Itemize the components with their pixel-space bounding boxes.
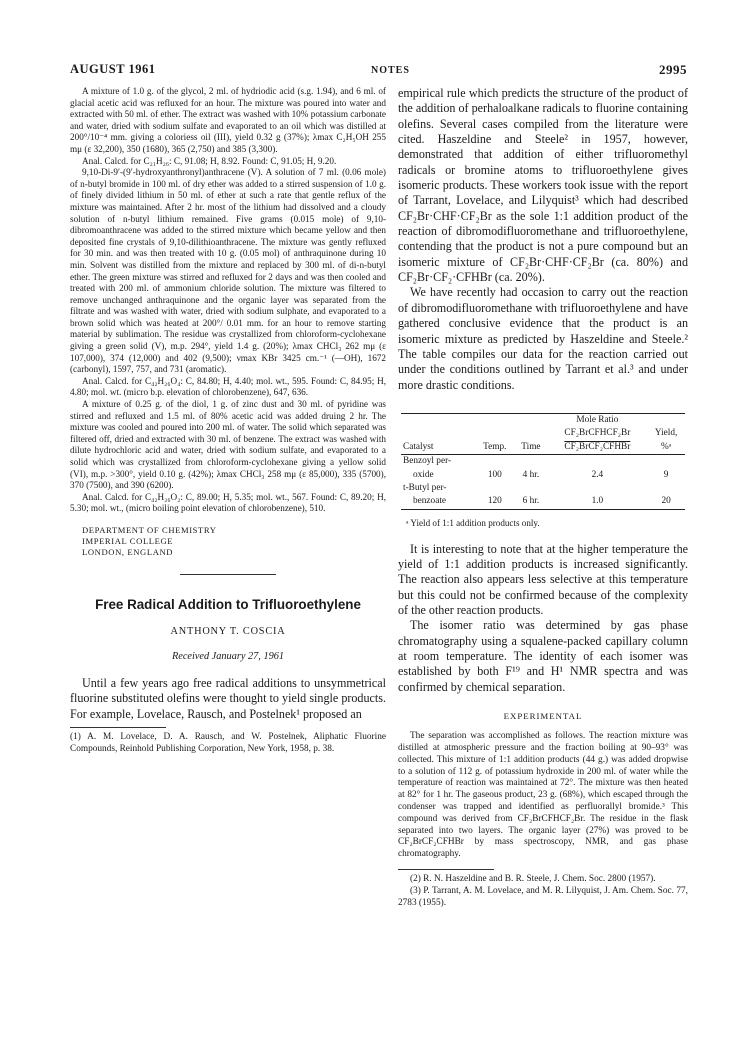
table-cell-ratio: 1.0 [591, 496, 604, 507]
affiliation-line: IMPERIAL COLLEGE [82, 535, 174, 546]
analysis-v: Anal. Calcd. for C₄₂H₂₆O₄: C, 84.80; H, 4.40; mol. wt., 595. Found: C, 84.95; H, 4.80; mol. wt. (micro b.p. elevation of chlorobenzene), 647, 636. [70, 375, 386, 398]
intro-paragraph: Until a few years ago free radical additions to unsymmetrical fluorine substituted olefins were thought to yield single products. For example, Lovelace, Rausch, and Postelnek¹ proposed an [70, 675, 386, 721]
footnote-1: (1) A. M. Lovelace, D. A. Rausch, and W. Postelnek, Aliphatic Fluorine Compounds, Reinhold Publishing Corporation, New York, 1958, p. 38. [70, 732, 386, 754]
affiliation [82, 525, 386, 558]
results-table [401, 413, 685, 510]
table-ratio-numerator: CF₂BrCFHCF₂Br [564, 428, 631, 439]
table-cell-catalyst: benzoate [413, 496, 447, 507]
table-header-catalyst: Catalyst [403, 441, 434, 452]
paragraph-compound-vi: A mixture of 0.25 g. of the diol, 1 g. of zinc dust and 30 ml. of pyridine was stirred and refluxed and 1.5 ml. of 80% acetic acid was added druing 2 hr. The mixture was cooled and poured into 200 ml. of water. The solid which separated was filtered off, dried and extracted with 30 ml. of benzene. The extract was washed with dilute hydrochloric acid and water, dried with sodium sulfate, and evaporated to a solid which was crystallized from chloroform-cyclohexane giving a yellow solid (VI), m.p. >300°, yield 0.10 g. (42%); λmax CHCl₃ 258 mμ (ε 85,000), 335 (5700), 370 (7500), and 390 (6200). [70, 399, 386, 491]
experimental-paragraph: The separation was accomplished as follows. The reaction mixture was distilled at atmospheric pressure and the fraction boiling at 90–93° was collected. This mixture of 1:1 addition products (44 g.) was added dropwise to a solution of 112 g. of potassium hydroxide in 200 ml. of water while the temperature of reaction was maintained at 72°. The mixture was then heated at 82° for 1 hr. The gaseous product, 23 g. (68%), which escaped through the condenser was trapped and identified as perfluorallyl bromide.³ This compound was derived from CF₂BrCFHCF₂Br. The residue in the flask separated into two layers. The organic layer (27%) was proved to be CF₂BrCF₂CFHBr by mass spectroscopy, NMR, and gas phase chromatography. [398, 731, 688, 860]
received-date: Received January 27, 1961 [171, 650, 285, 662]
table-ratio-denominator: CF₂BrCF₂CFHBr [564, 441, 631, 452]
analysis-iii: Anal. Calcd. for C₂₁H₂₆: C, 91.08; H, 8.92. Found: C, 91.05; H, 9.20. [82, 155, 337, 166]
table-yield-unit: %ᵃ [660, 441, 672, 452]
table-header-temp: Temp. [483, 441, 507, 452]
paragraph-empirical-rule: empirical rule which predicts the structure of the product of the addition of perhaloalkane radicals to fluorine containing olefins. Several cases compiled from the literature were cited. Haszeldine and Steele² in 1957, however, demonstrated that addition of either trifluoromethyl radicals or bromine atoms to trifluoroethylene gives isomeric products. These workers took issue with the report of Tarrant, Lovelace, and Lilyquist³ which had described CF₂Br·CHF·CF₂Br as the sole 1:1 addition product of the reaction of dibromodifluoromethane and trifluoroethylene, contending that the product is not a pure compound but an isomeric mixture of CF₂Br·CHF·CF₂Br (ca. 80%) and CF₂Br·CF₂·CFHBr (ca. 20%). [398, 86, 688, 285]
footnote-rule [70, 727, 166, 728]
paragraph-isomer-ratio: The isomer ratio was determined by gas phase chromatography using a squalene-packed capillary column at room temperature. The identity of each isomer was established by both F¹⁹ and H¹ NMR spectra and was confirmed by chemical separation. [398, 618, 688, 694]
table-cell-catalyst: t-Butyl per- [403, 482, 447, 493]
footnote-2: (2) R. N. Haszeldine and B. R. Steele, J. Chem. Soc. 2800 (1957). [410, 873, 656, 884]
table-group-header: Mole Ratio [576, 414, 619, 425]
table-cell-temp: 100 [487, 469, 502, 480]
running-header-section: NOTES [371, 65, 410, 76]
table-cell-time: 4 hr. [522, 469, 540, 480]
running-header-date: AUGUST 1961 [70, 62, 156, 76]
article-author: ANTHONY T. COSCIA [170, 625, 286, 637]
affiliation-line: LONDON, ENGLAND [82, 546, 174, 557]
table-cell-catalyst: Benzoyl per- [403, 456, 452, 467]
analysis-vi: Anal. Calcd. for C₄₂H₂₆O₂: C, 89.00; H, 5.35; mol. wt., 567. Found: C, 89.20; H, 5.30; mol. wt., (micro boiling point elevation of chlorobenzene), 510. [70, 491, 386, 514]
table-cell-yield: 20 [661, 496, 671, 507]
table-header-time: Time [521, 441, 541, 452]
footnote-3: (3) P. Tarrant, A. M. Lovelace, and M. R. Lilyquist, J. Am. Chem. Soc. 77, 2783 (1955). [398, 885, 688, 908]
experimental-heading: EXPERIMENTAL [503, 711, 583, 722]
footnote-rule [398, 869, 494, 870]
left-column [70, 86, 386, 756]
paragraph-glycol-reduction: A mixture of 1.0 g. of the glycol, 2 ml. of hydriodic acid (s.g. 1.94), and 6 ml. of glacial acetic acid was refluxed for an hour. The mixture was poured into water and extracted with 50 ml. of ether. The extract was washed with 10% potassium carbonate and water, dried with sodium sulfate and evaporated to an oil which was distilled at 200°/10⁻⁴ mm. giving a coloriess oil (III), yield 0.32 g (37%); λmax C₂H₅OH 255 mμ (ε 32,200), 350 (1680), 365 (2,750) and 385 (3,300). [70, 86, 386, 154]
table-cell-time: 6 hr. [522, 496, 540, 507]
table-cell-temp: 120 [487, 496, 502, 507]
table-footnote: ᵃ Yield of 1:1 addition products only. [406, 517, 540, 528]
table-cell-ratio: 2.4 [591, 469, 604, 480]
table-yield-header: Yield, [654, 428, 678, 439]
paragraph-our-data: We have recently had occasion to carry out the reaction of dibromodifluoromethane with trifluoroethylene and have gathered conclusive evidence that the product is an isomeric mixture as predicted by Haszeldine and Steele.² The table compiles our data for the reaction carried out under the conditions outlined by Tarrant et al.³ and under more drastic conditions. [398, 285, 688, 392]
table-cell-catalyst: oxide [413, 469, 434, 480]
right-column [398, 86, 688, 909]
affiliation-line: DEPARTMENT OF CHEMISTRY [82, 524, 217, 535]
paragraph-compound-v: 9,10-Di-9′-(9′-hydroxyanthronyl)anthracene (V). A solution of 7 ml. (0.06 mole) of n-butyl bromide in 100 ml. of dry ether was added to a stirred suspension of 1.0 g. of finely divided lithium in 50 ml. of ether at such a rate that gentle reflux of the mixture was maintained. After 2 hr. most of the lithium had dissolved and a cloudy solution of n-butyl lithium remained. Five grams (0.015 mole) of 9,10-dibromoanthracene was added to the stirred mixture which became yellow and then deposited fine crystals of 9,10-dilithioanthracene. The mixture was gently refluxed for 30 min. and was then treated with 10 g. (0.05 mol) of anthraquinone during 10 min. Solvent was distilled from the mixture and replaced by 300 ml. of di-n-butyl ether. The green mixture was stirred and refluxed for 2 days and was then cooled and treated with 200 ml. of ammonium chloride solution. The mixture was filtered to remove unchanged anthraquinone and the organic layer was separated from the filtrate and was washed with water, dried with sodium sulphate, and evaporated to a brown solid which was heated at 200°/ 0.01 mm. for an hour to remove starting material by sublimation. The residue was crystallized from chloroform-cyclohexane giving a green solid (V), m.p. 294°, yield 1.4 g. (20%); λmax CHCl₃ 262 mμ (ε 107,000), 374 (12,000) and 402 (9,500); νmax KBr 3425 cm.⁻¹ (—OH), 1672 (carbonyl), 1597, 757, and 731 (aromatic). [70, 167, 386, 375]
page-number: 2995 [659, 62, 687, 77]
paragraph-temperature: It is interesting to note that at the higher temperature the yield of 1:1 addition products is increased significantly. The reaction also appears less selective at this temperature but this could not be confirmed because of the complexity of the other reaction products. [398, 541, 688, 618]
article-title: Free Radical Addition to Trifluoroethylene [95, 596, 361, 612]
table-cell-yield: 9 [663, 469, 669, 480]
section-divider [180, 574, 276, 575]
